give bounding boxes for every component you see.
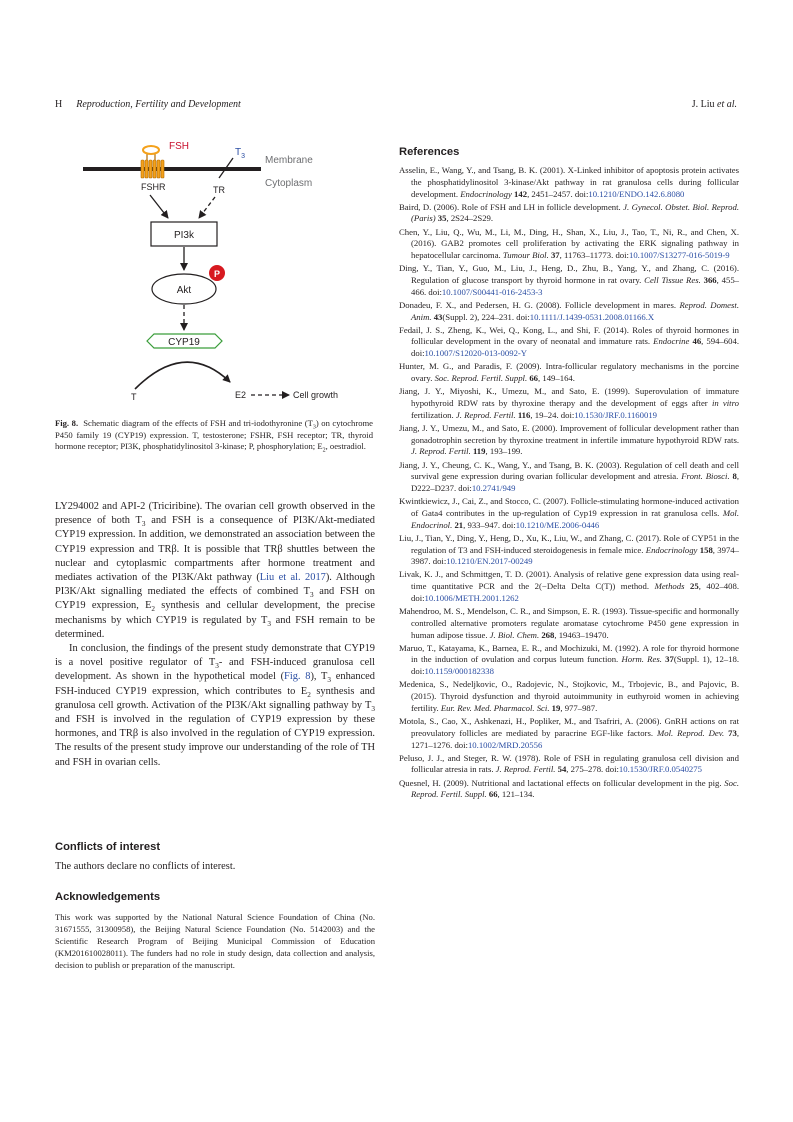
reference-pages: (Suppl. 1), 12–18. doi: [411,654,740,677]
discussion-paragraph: LY294002 and API-2 (Triciribine). The ovarian cell growth observed in the presence of both $T_3$ and FSH is a consequence of PI3K/Akt-mediated CYP19 expression. In addition, we demonstrated an association between the CYP19 expression and TRβ. It is possible that TRβ shuttles between the nuclear and cytoplasmic compartments after hormone treatment and mediates activation of the PI3K/Akt pathway (Liu et al. 2017). Although PI3K/Akt signalling mediated the effects of combined $T_3$ and FSH on CYP19 expression, $E_2$ synthesis and cellular development, the precise mechanisms by which CYP19 is regulated by $T_3$ and FSH remain to be determined. [55,501,375,640]
reference-doi-link[interactable]: 10.1210/ENDO.142.6.8080 [588,188,685,199]
e2-label: E2 [235,390,247,400]
reference-doi-link[interactable]: 10.1007/S13277-016-5019-9 [628,250,730,261]
reference-volume: 19 [551,702,561,713]
reference-journal: Methods [654,581,685,592]
running-header-right [692,99,737,110]
reference-authors: Motola, S., Cao, X., Ashkenazi, H., Popliker, M., and Tsafriri, A. (2006). GnRH actions on rat preovulatory follicles are mediated by paracrine EGF-like factors. [399,716,739,738]
reference-journal: Front. Biosci. [681,471,730,482]
reference-item [399,361,739,385]
figure-link[interactable]: Fig. 8 [284,671,311,683]
reference-doi-link[interactable]: 10.1002/MRD.20556 [467,739,543,750]
reference-item [399,496,739,531]
discussion-text [55,500,375,770]
reference-item [399,165,739,200]
phosphorylation-label: P [213,269,221,279]
reference-authors: Fedail, J. S., Zheng, K., Wei, Q., Kong, L., and Shi, F. (2014). Roles of thyroid hormones in follicular development in the ovary of neonatal and immature rats. [399,324,739,347]
reference-pages: , 275–278. doi: [566,764,619,775]
reference-journal: in vitro [711,397,740,408]
reference-volume: 43 [433,311,443,322]
reference-volume: 158 [699,544,713,555]
reference-pages: , 193–199. [485,446,523,457]
reference-item [399,263,739,298]
reference-journal: Mol. Endocrinol. [411,507,739,530]
reference-authors: Chen, Y., Liu, Q., Wu, M., Li, M., Ding, H., Shan, X., Liu, J., Tao, T., Ni, R., and Chen, X. (2016). GAB2 promotes cell proliferation by activating the ERK signaling pathway in hepatocellular carcinoma. [399,226,739,261]
reference-authors: Maruo, T., Katayama, K., Barnea, E. R., and Mochizuki, M. (1992). A role for thyroid hormone in the induction of ovulation and corpus luteum function. [399,642,739,665]
reference-item [399,778,739,802]
reference-journal: J. Gynecol. Obstet. Biol. Reprod. (Paris) [411,201,739,224]
reference-volume: 142 [514,188,528,199]
reference-item [399,716,739,751]
reference-authors: Kwintkiewicz, J., Cai, Z., and Stocco, C. (2007). Follicle-stimulating hormone-induced activation of Gata4 contributes in the up-regulation of Cyp19 expression in rat granulosa cells. [399,496,739,518]
cell-growth-label: Cell growth [293,390,339,400]
reference-volume: 37 [550,250,560,261]
reference-doi-link[interactable]: 10.1007/S00441-016-2453-3 [441,286,543,297]
reference-authors: Mahendroo, M. S., Mendelson, C. R., and Simpson, E. R. (1993). Tissue-specific and hormonally controlled alternative promoters regulate aromatase cytochrome P450 gene expression in human adipose tissue. [399,606,739,640]
reference-pages: , 977–987. [560,702,598,713]
reference-pages: , 19–24. doi: [530,409,575,420]
reference-doi-link[interactable]: 10.1530/JRF.0.1160019 [574,409,658,420]
reference-journal: Reprod. Domest. Anim. [411,299,740,322]
reference-volume: 268 [541,629,555,640]
reference-item [399,300,739,324]
references-heading: References [399,146,460,158]
reference-authors: Medenica, S., Nedeljkovic, O., Radojevic, N., Stojkovic, M., Trbojevic, B., and Pajovic, B. (2015). Thyroid dysfunction and thyroid autoimmunity in euthyroid women in achieving fertility. [399,679,739,713]
fsh-label: FSH [169,141,189,152]
reference-pages: , 121–134. [497,789,535,800]
pi3k-label: PI3k [173,230,195,241]
reference-authors: Asselin, E., Wang, Y., and Tsang, B. K. (2001). X-Linked inhibitor of apoptosis protein activates the phosphatidylinositol 3-kinase/Akt pathway in rat granulosa cells during follicular development. [399,165,739,199]
cyp19-label: CYP19 [168,337,200,348]
reference-doi-link[interactable]: 10.1210/ME.2006-0446 [515,519,600,530]
reference-authors: Livak, K. J., and Schmittgen, T. D. (2001). Analysis of relative gene expression data using real-time quantitative PCR and the 2(−Delta Delta C(T)) method. [399,569,739,592]
page-letter: H [55,99,63,110]
fshr-receptor-icon [141,146,164,178]
reference-authors: Jiang, J. Y., Cheung, C. K., Wang, Y., and Tsang, B. K. (2003). Regulation of cell death and cell survival gene expression during ovarian follicular development and atresia. [399,459,739,482]
cytoplasm-label: Cytoplasm [265,178,313,189]
t-to-e2-conversion-arc [135,362,230,389]
reference-journal: Mol. Reprod. Dev. [657,727,725,738]
reference-authors: Jiang, J. Y., Umezu, M., and Sato, E. (2000). Improvement of follicular development rather than gonadotrophin secretion by thyroxine treatment in infertile immature hypothyroid RDW rats. [399,422,739,445]
reference-item [399,679,739,714]
testosterone-label: T [131,392,137,402]
reference-volume: 66 [488,789,498,800]
reference-doi-link[interactable]: 10.1006/METH.2001.1262 [424,592,519,603]
reference-pages: , 11763–11773. doi: [559,250,629,261]
reference-journal: Endocrinology [645,544,698,555]
reference-item [399,643,739,678]
reference-pages: , D222–D237. doi: [411,471,740,494]
reference-item [399,569,739,604]
reference-pages: , 933–947. doi: [463,519,516,530]
t3-label: $T_3$ [235,147,246,160]
fshr-label: FSHR [141,182,166,192]
tr-label: TR [213,185,225,195]
reference-pages: , 2451–2457. doi: [527,188,589,199]
reference-authors: Quesnel, H. (2009). Nutritional and lactational effects on follicular development in the pig. [399,777,725,788]
membrane-label: Membrane [265,155,313,166]
reference-authors: Baird, D. (2006). Role of FSH and LH in follicle development. [399,201,624,212]
reference-item [399,606,739,641]
reference-pages: , 3974–3987. doi: [411,544,739,567]
reference-list [399,165,739,802]
reference-pages: (Suppl. 2), 224–231. doi: [442,311,530,322]
reference-journal: J. Reprod. Fertil. [455,409,516,420]
journal-name: Reproduction, Fertility and Development [76,99,241,110]
reference-item [399,325,739,360]
reference-authors: Donadeu, F. X., and Pedersen, H. G. (2008). Follicle development in mares. [399,299,680,310]
reference-journal: Soc. Reprod. Fertil. Suppl. [411,777,739,800]
header-authors: J. Liu [691,99,717,110]
reference-authors: Peluso, J. J., and Steger, R. W. (1978). Role of FSH in regulating granulosa cell division and follicular atresia in rats. [399,752,739,775]
reference-volume: 54 [557,764,567,775]
reference-volume: 66 [529,373,538,384]
reference-pages: , 1271–1276. doi: [411,727,740,750]
reference-doi-link[interactable]: 10.2741/949 [471,483,516,494]
reference-journal: J. Reprod. Fertil. [411,446,471,457]
reference-item [399,386,739,421]
reference-pages: , 149–164. [538,373,575,384]
reference-pages: , 455–466. doi: [411,274,740,297]
reference-doi-link[interactable]: 10.1111/J.1439-0531.2008.01166.X [529,311,655,322]
conflicts-text: The authors declare no conflicts of interest. [55,861,236,872]
reference-journal: Soc. Reprod. Fertil. Suppl. [434,373,528,384]
reference-journal: Cell Tissue Res. [644,274,701,285]
reference-volume: 8 [732,471,737,482]
reference-volume: 25 [690,581,699,592]
reference-pages: fertilization. [411,409,456,420]
reference-journal: Endocrinology [460,188,512,199]
figure-8-diagram [55,134,375,404]
reference-item [399,753,739,777]
reference-journal: Tumour Biol. [502,250,549,261]
conclusion-paragraph: In conclusion, the findings of the present study demonstrate that CYP19 is a novel positive regulator of $T_3-$ and FSH-induced granulosa cell development. As shown in the hypothetical model (Fig. 8), $T_3$ enhanced FSH-induced CYP19 expression, which contributes to $E_2$ synthesis and granulosa cell growth. Activation of the PI3K/Akt signalling pathway by $T_3$ and FSH is involved in the regulation of CYP19 expression by these hormones, and TRβ is also involved in the regulation of CYP19 expression. The results of the present study improve our understanding of the role of TH and FSH in ovarian cells. [55,643,375,768]
header-et-al: et al. [717,99,737,110]
reference-journal: J. Biol. Chem. [489,629,540,640]
citation-link[interactable]: Liu et al. 2017 [259,572,326,584]
reference-volume: 116 [517,409,531,420]
reference-authors: Jiang, J. Y., Miyoshi, K., Umezu, M., and Sato, E. (1999). Superovulation of immature hypothyroid RDW rats by thyroxine therapy and the development of eggs after [399,386,739,408]
reference-pages: , 19463–19470. [554,629,609,640]
reference-pages: , 2S24–2S29. [446,213,494,224]
reference-volume: 37 [665,654,674,665]
reference-volume: 21 [454,519,464,530]
reference-journal: Endocrine [653,336,690,347]
reference-volume: 73 [728,727,737,738]
reference-doi-link[interactable]: 10.1159/000182338 [424,666,494,677]
reference-volume: 119 [472,446,486,457]
acknowledgements-heading: Acknowledgements [55,891,161,903]
reference-journal: J. Reprod. Fertil. [495,764,556,775]
reference-volume: 46 [692,336,702,347]
reference-item [399,227,739,262]
reference-journal: Eur. Rev. Med. Pharmacol. Sci. [440,702,550,713]
reference-item [399,533,739,568]
figure-caption: Fig. 8. Schematic diagram of the effects of FSH and tri-iodothyronine $(T_3)$ on cytochrome P450 family 19 (CYP19) expression. T, testosterone; FSHR, FSH receptor; TR, thyroid hormone receptor; PI3K, phosphatidylinositol 3-kinase; P, phosphorylation; $E_2$, oestradiol. [55,418,373,454]
reference-authors: Liu, J., Tian, Y., Ding, Y., Heng, D., Xu, K., Liu, W., and Zhang, C. (2017). Role of CYP51 in the regulation of T3 and FSH-induced steroidogenesis in female mice. [399,532,739,555]
reference-pages: , 594–604. doi: [411,336,740,359]
tr-to-pi3k-arrow [199,197,215,218]
akt-label: Akt [176,285,192,296]
reference-volume: 366 [703,274,717,285]
reference-journal: Horm. Res. [621,654,662,665]
fshr-to-pi3k-arrow [150,195,168,218]
reference-item [399,423,739,458]
running-header-left [55,99,241,110]
reference-doi-link[interactable]: 10.1007/S12020-013-0092-Y [424,348,528,359]
reference-doi-link[interactable]: 10.1530/JRF.0.0540275 [618,764,702,775]
reference-doi-link[interactable]: 10.1210/EN.2017-00249 [446,556,533,567]
acknowledgements-text: This work was supported by the National Natural Science Foundation of China (No. 31671555, 31300958), the Beijing Natural Science Foundation (No. 5142003) and the Scientific Research Program of Beijing Municipal Commission of Education (KM201610028011). The funders had no role in study design, data collection and analysis, decision to publish or preparation of the manuscript. [55,912,375,970]
reference-item [399,202,739,226]
reference-pages: , 402–408. doi: [411,581,739,603]
conflicts-heading: Conflicts of interest [55,841,161,853]
reference-authors: Hunter, M. G., and Paradis, F. (2009). Intra-follicular regulatory mechanisms in the porcine ovary. [399,361,739,384]
reference-item [399,460,739,495]
reference-volume: 35 [437,213,447,224]
reference-authors: Ding, Y., Tian, Y., Guo, M., Liu, J., Heng, D., Zhu, B., Yang, Y., and Zhang, C. (2016). Regulation of glucose transport by thyroid hormone in rat ovary. [399,263,739,285]
caption-label: Fig. 8. [55,418,79,428]
